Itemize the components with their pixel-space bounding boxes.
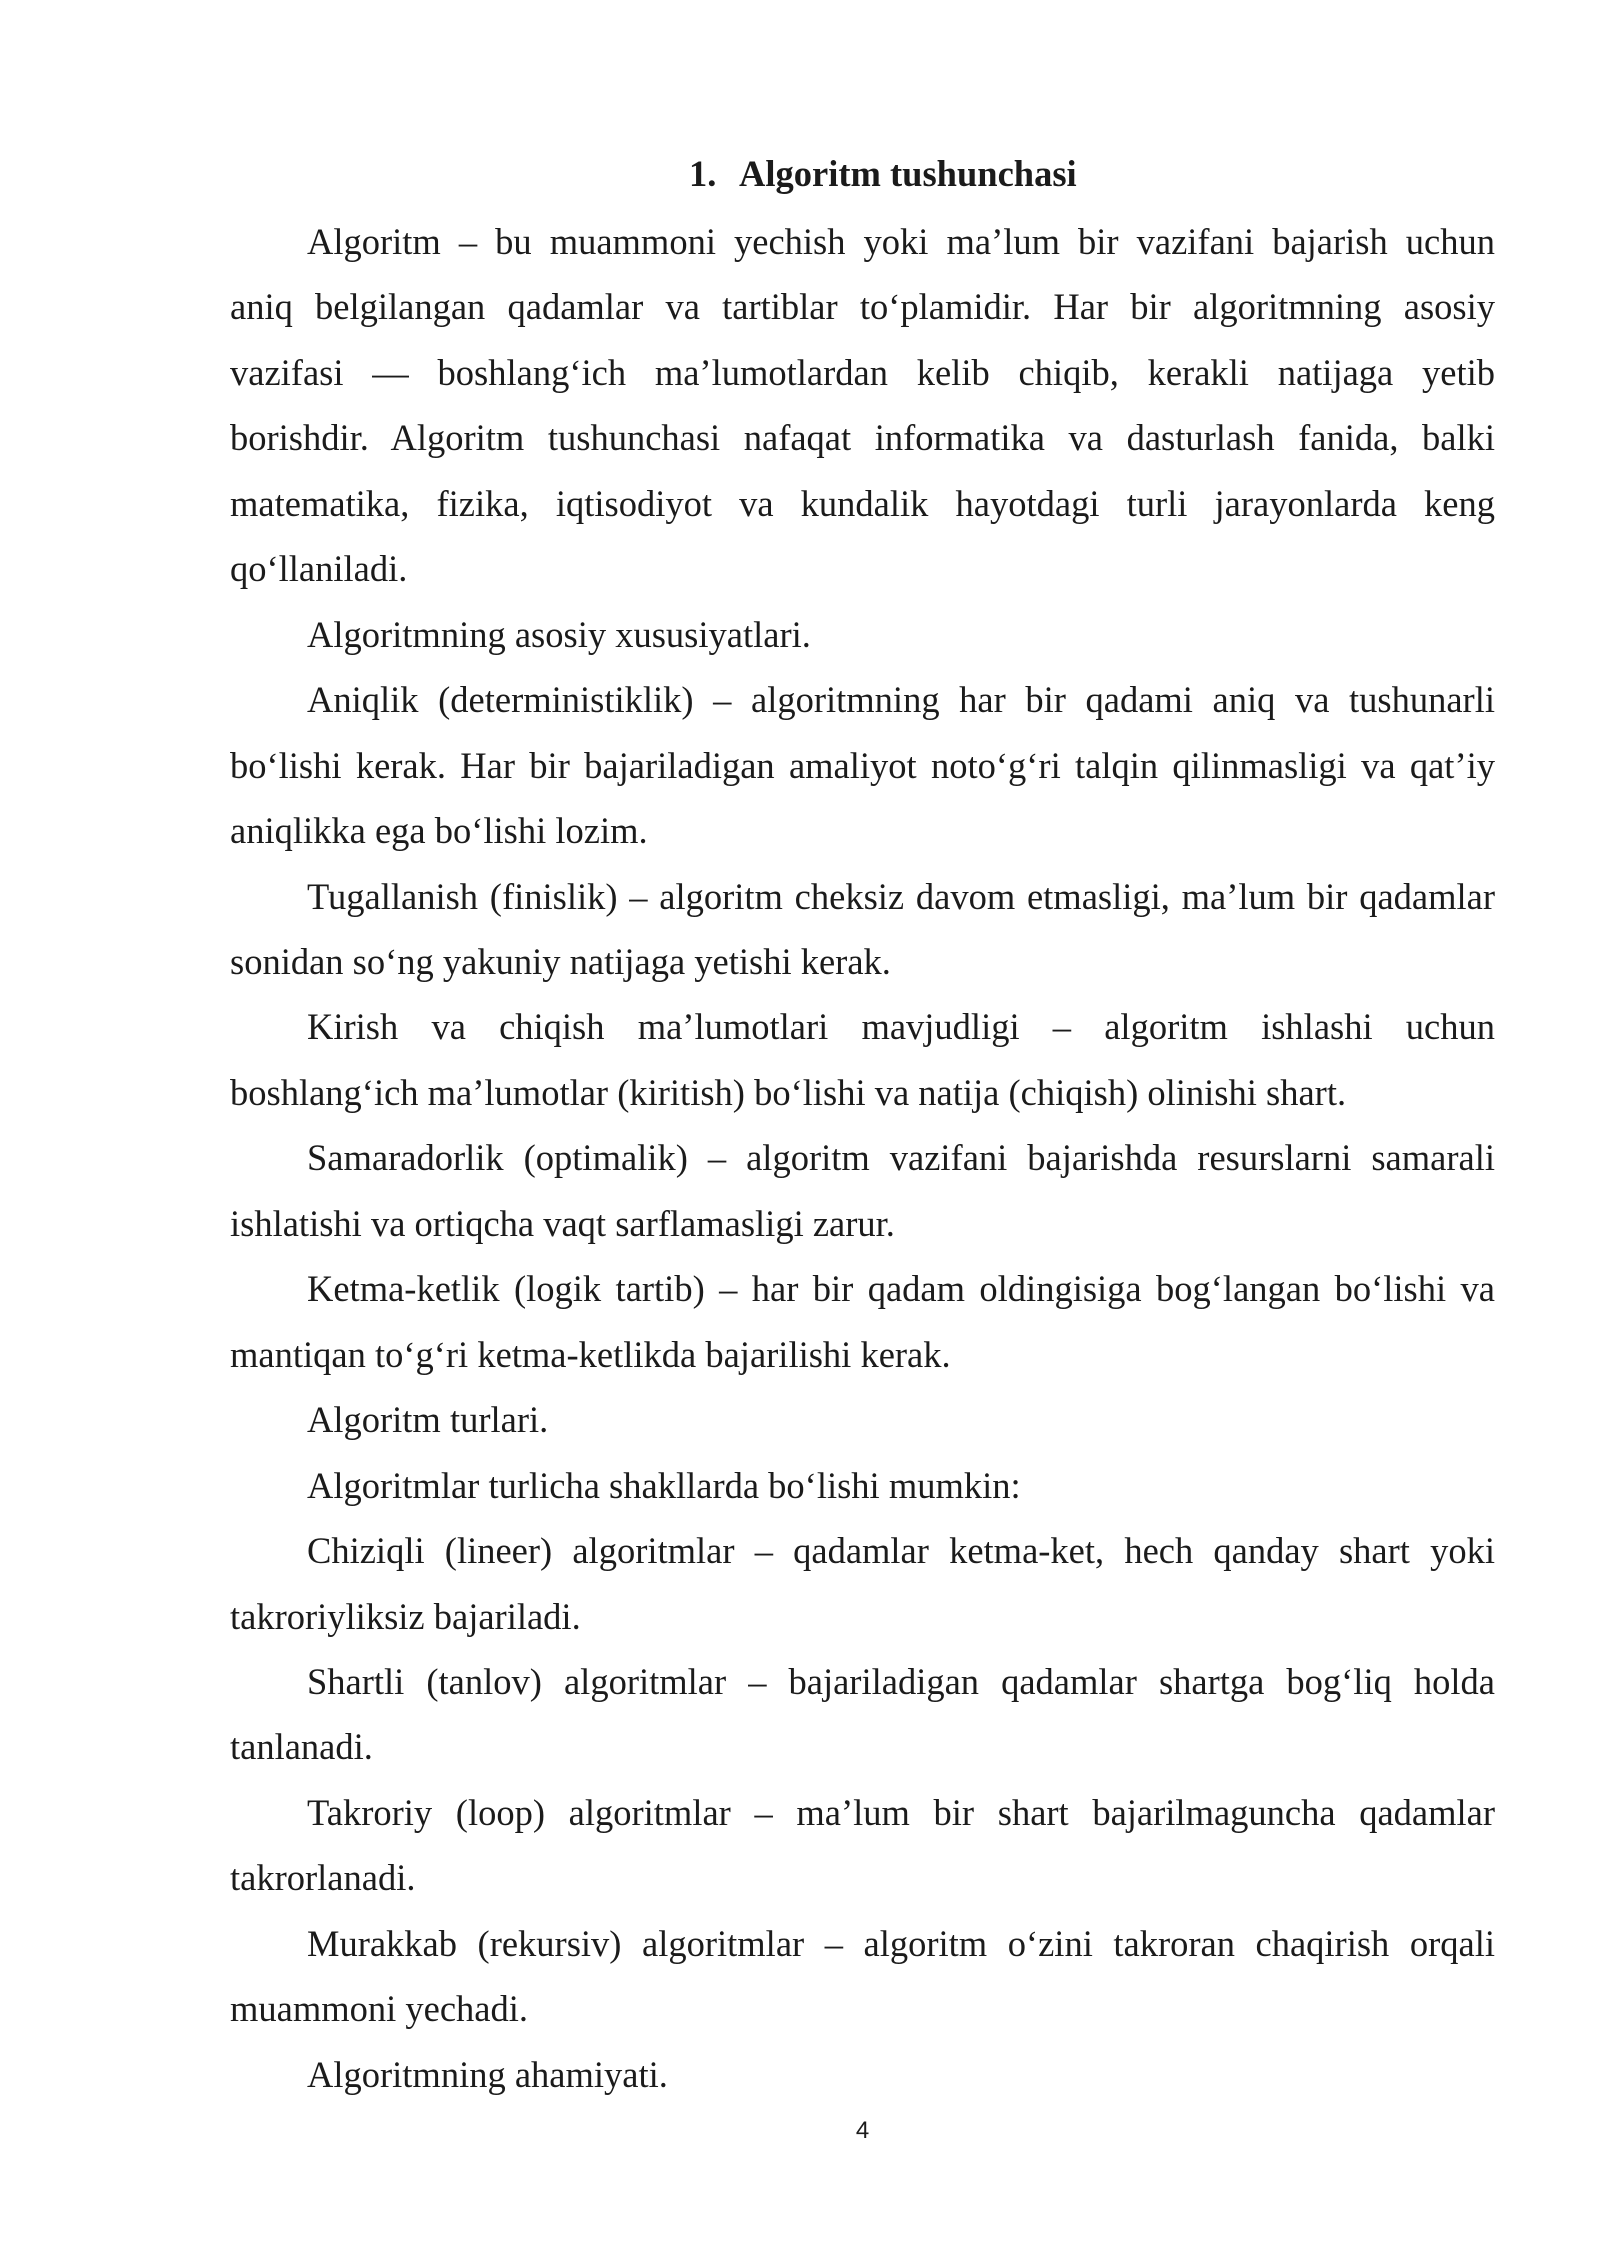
paragraph-line: aniqlikka ega bo‘lishi lozim. — [230, 810, 648, 852]
paragraph-line: Algoritm – bu muammoni yechish yoki ma’lum bir vazifani bajarish uchun — [307, 221, 1495, 262]
paragraph-line: borishdir. Algoritm tushunchasi nafaqat informatika va dasturlash fanida, balki — [230, 417, 1495, 459]
paragraph-line: Murakkab (rekursiv) algoritmlar – algoritm o‘zini takroran chaqirish orqali — [307, 1922, 1495, 1964]
paragraph-line: Chiziqli (lineer) algoritmlar – qadamlar ketma-ket, hech qanday shart yoki — [307, 1530, 1495, 1572]
importance-subheading — [230, 2042, 1495, 2107]
paragraph-line: vazifasi — boshlang‘ich ma’lumotlardan kelib chiqib, kerakli natijaga yetib — [230, 351, 1495, 393]
paragraph-line: Algoritmning asosiy xususiyatlari. — [307, 613, 811, 655]
paragraph-line: Tugallanish (finislik) – algoritm cheksiz davom etmasligi, ma’lum bir qadamlar — [307, 875, 1495, 917]
paragraph-line: Kirish va chiqish ma’lumotlari mavjudligi – algoritm ishlashi uchun — [307, 1006, 1495, 1048]
type-conditional — [230, 1649, 1495, 1780]
paragraph-line: Shartli (tanlov) algoritmlar – bajariladigan qadamlar shartga bog‘liq holda — [307, 1660, 1495, 1702]
paragraph-line: sonidan so‘ng yakuniy natijaga yetishi kerak. — [230, 940, 891, 982]
page-number: 4 — [855, 2117, 870, 2144]
paragraph-line: Algoritmning ahamiyati. — [307, 2053, 668, 2095]
property-determinism — [230, 667, 1495, 863]
type-linear — [230, 1518, 1495, 1649]
intro-paragraph — [230, 209, 1495, 602]
section-title: Algoritm tushunchasi — [739, 153, 1077, 194]
paragraph-line: qo‘llaniladi. — [230, 548, 408, 590]
properties-subheading — [230, 602, 1495, 667]
paragraph-line: Takroriy (loop) algoritmlar – ma’lum bir shart bajarilmaguncha qadamlar — [307, 1791, 1495, 1833]
types-intro — [230, 1453, 1495, 1518]
paragraph-line: Algoritmlar turlicha shakllarda bo‘lishi mumkin: — [307, 1464, 1021, 1506]
section-heading — [689, 141, 1077, 206]
paragraph-line: takroriyliksiz bajariladi. — [230, 1595, 581, 1637]
paragraph-line: mantiqan to‘g‘ri ketma-ketlikda bajarilishi kerak. — [230, 1333, 951, 1375]
paragraph-line: Samaradorlik (optimalik) – algoritm vazifani bajarishda resurslarni samarali — [307, 1137, 1495, 1179]
paragraph-line: Ketma-ketlik (logik tartib) – har bir qadam oldingisiga bog‘langan bo‘lishi va — [307, 1268, 1495, 1310]
paragraph-line: tanlanadi. — [230, 1726, 373, 1768]
property-sequence — [230, 1256, 1495, 1387]
property-finiteness — [230, 864, 1495, 995]
paragraph-line: ishlatishi va ortiqcha vaqt sarflamasligi zarur. — [230, 1202, 895, 1244]
paragraph-line: Algoritm turlari. — [307, 1399, 549, 1441]
type-loop — [230, 1780, 1495, 1911]
paragraph-line: Aniqlik (deterministiklik) – algoritmning har bir qadami aniq va tushunarli — [307, 679, 1495, 721]
property-efficiency — [230, 1125, 1495, 1256]
document-body — [230, 209, 1495, 2107]
paragraph-line: bo‘lishi kerak. Har bir bajariladigan amaliyot noto‘g‘ri talqin qilinmasligi va qat’iy — [230, 744, 1495, 786]
paragraph-line: aniq belgilangan qadamlar va tartiblar to‘plamidir. Har bir algoritmning asosiy — [230, 286, 1495, 328]
property-input-output — [230, 994, 1495, 1125]
paragraph-line: matematika, fizika, iqtisodiyot va kundalik hayotdagi turli jarayonlarda keng — [230, 482, 1495, 524]
section-number: 1. — [689, 153, 717, 194]
types-subheading — [230, 1387, 1495, 1452]
type-recursive — [230, 1911, 1495, 2042]
paragraph-line: takrorlanadi. — [230, 1857, 416, 1899]
paragraph-line: boshlang‘ich ma’lumotlar (kiritish) bo‘lishi va natija (chiqish) olinishi shart. — [230, 1071, 1347, 1113]
paragraph-line: muammoni yechadi. — [230, 1988, 529, 2030]
